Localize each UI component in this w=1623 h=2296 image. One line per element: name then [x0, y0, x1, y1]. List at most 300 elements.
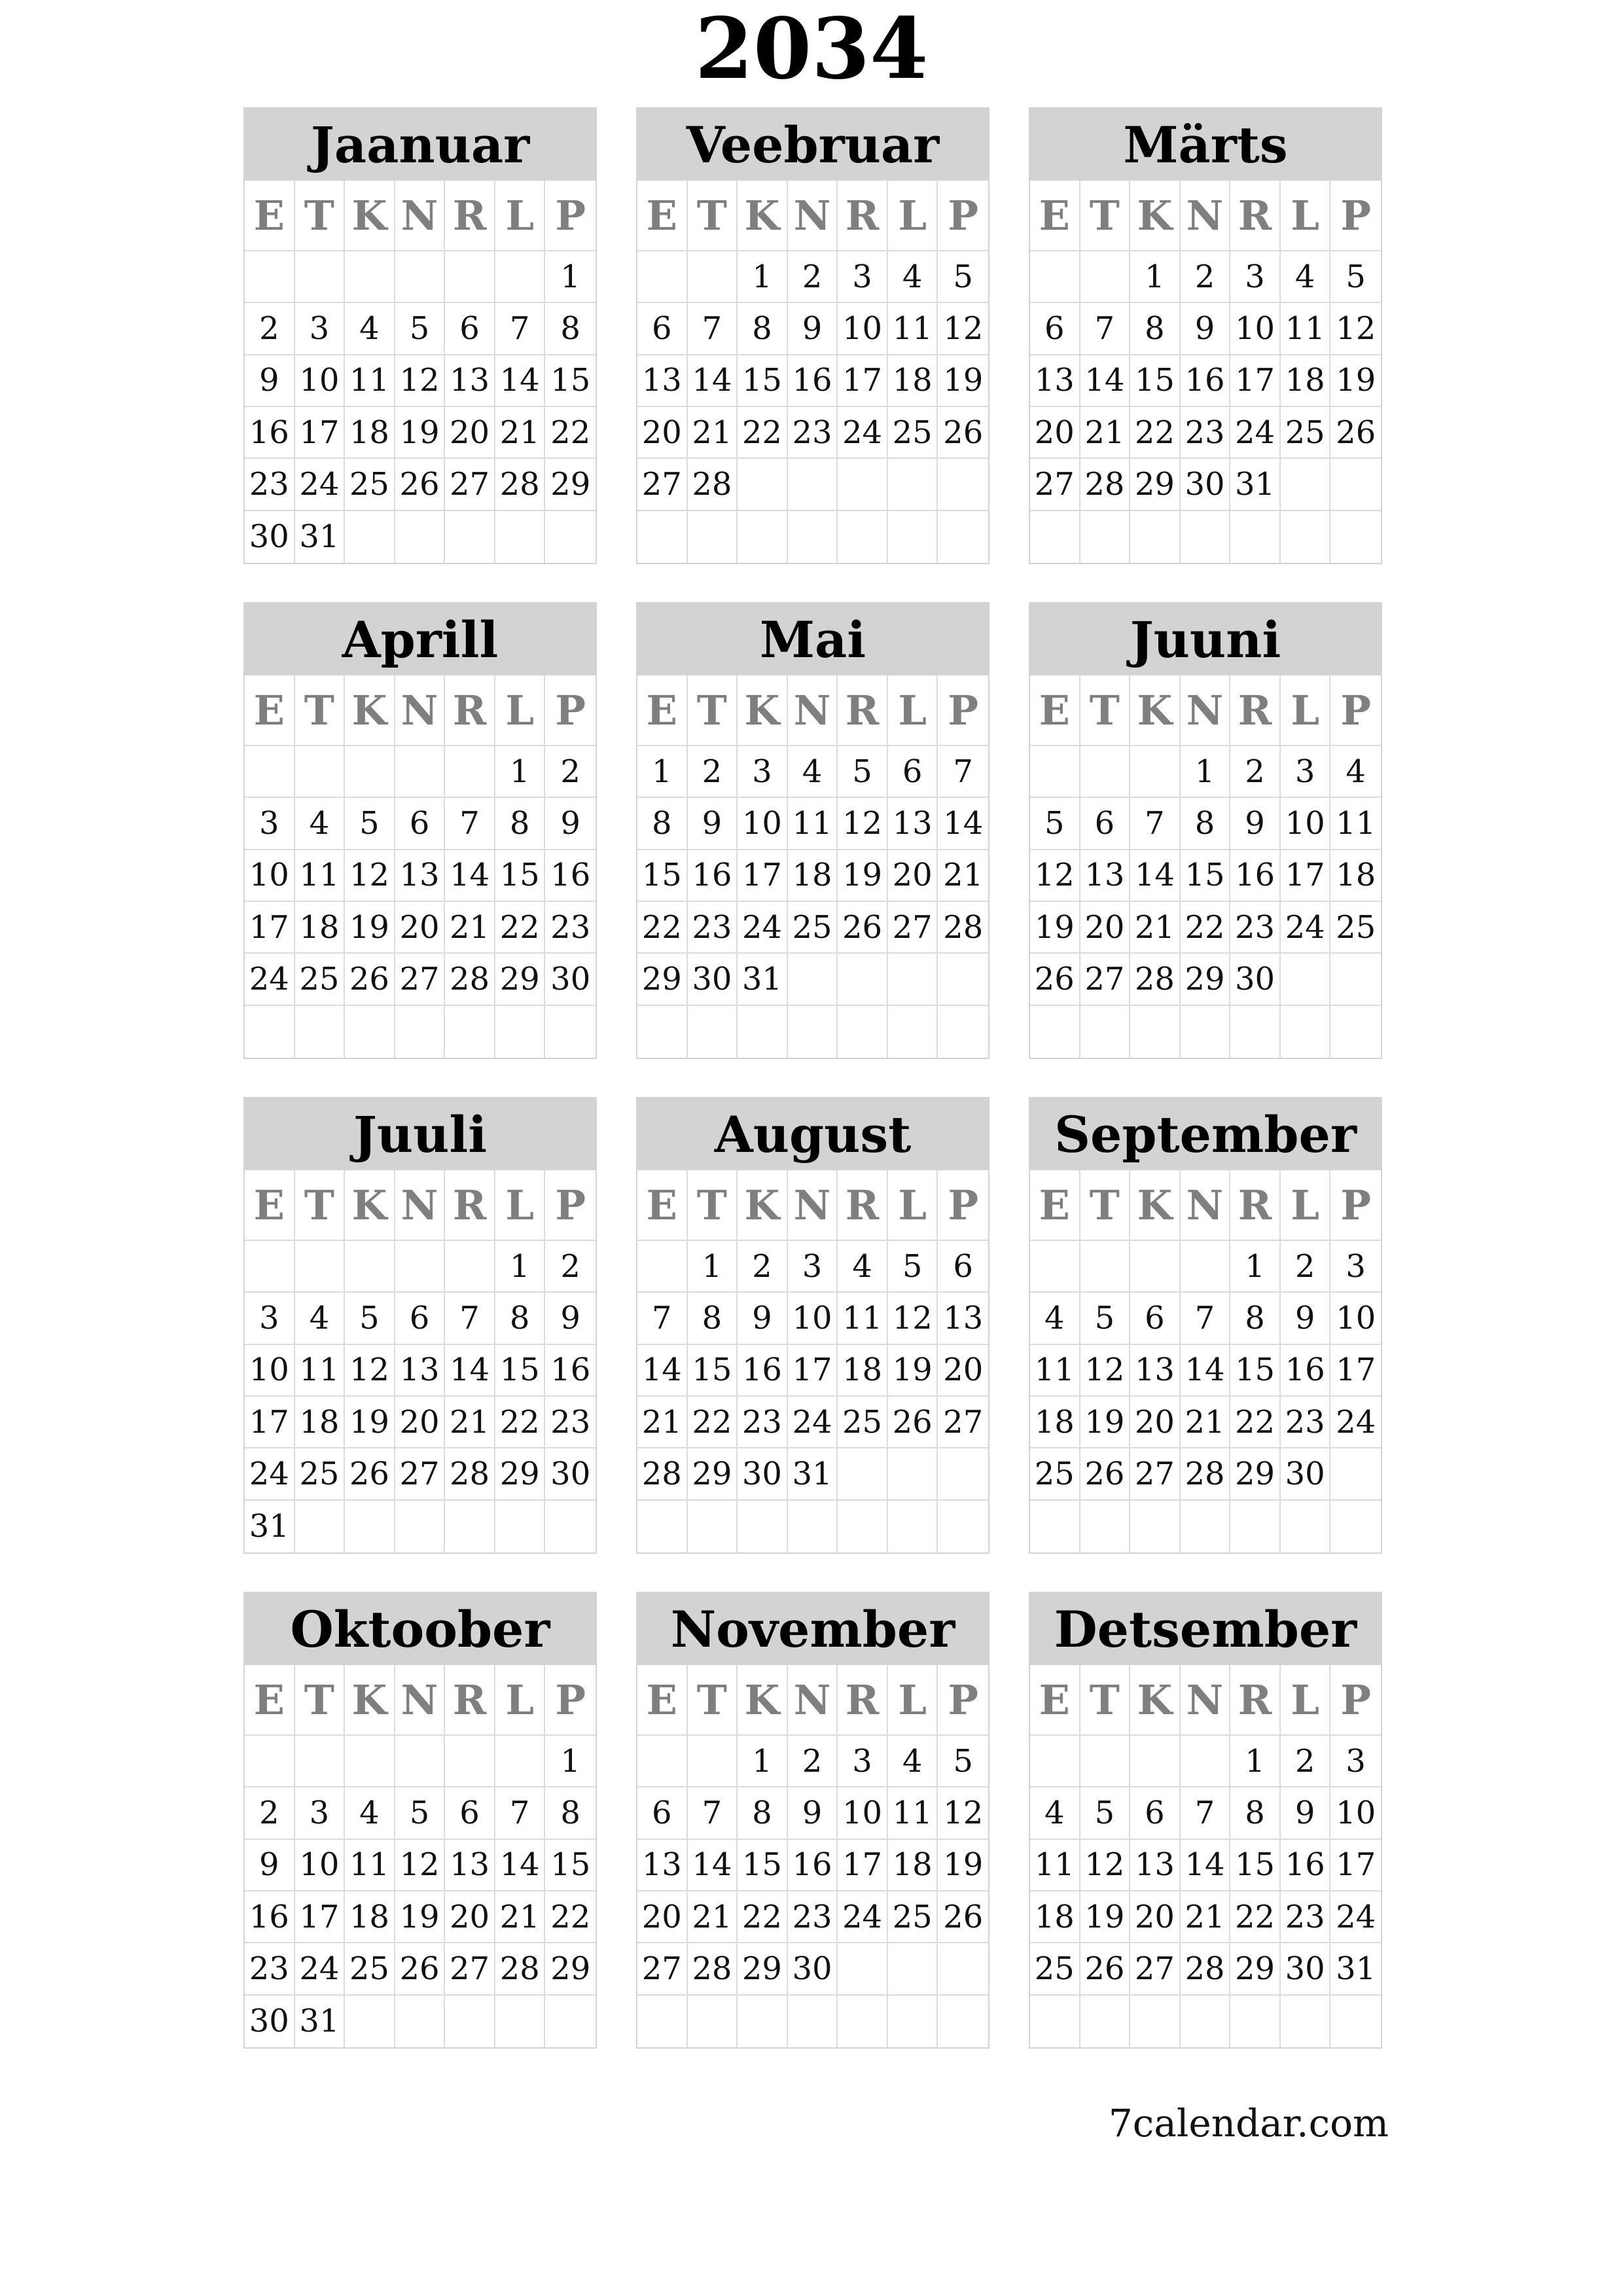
day-cell	[245, 251, 295, 303]
day-cell: 17	[788, 1345, 838, 1397]
day-cell: 16	[245, 407, 295, 459]
day-cell: 30	[1181, 459, 1231, 511]
day-cell: 10	[1330, 1787, 1381, 1839]
month-detsember	[1029, 1592, 1382, 2049]
day-cell: 22	[637, 902, 688, 954]
month-oktoober	[243, 1592, 597, 2049]
day-cell: 11	[295, 850, 346, 902]
day-cell: 26	[938, 407, 988, 459]
day-cell: 12	[1080, 1840, 1131, 1892]
day-cell: 22	[1230, 1892, 1281, 1943]
day-cell	[1281, 459, 1331, 511]
day-cell	[295, 1501, 346, 1552]
day-cell: 12	[838, 798, 888, 850]
day-cell	[688, 251, 738, 303]
month-märts	[1029, 107, 1382, 564]
day-cell: 15	[1130, 355, 1181, 407]
month-juuni	[1029, 602, 1382, 1059]
day-cell: 1	[545, 251, 596, 303]
weekday-header: N	[1181, 181, 1231, 251]
weekday-header: L	[1281, 1665, 1331, 1736]
day-cell: 15	[545, 1840, 596, 1892]
day-cell	[838, 1501, 888, 1552]
day-cell: 24	[1281, 902, 1331, 954]
day-grid	[1030, 1170, 1381, 1552]
day-cell: 8	[1230, 1787, 1281, 1839]
day-cell: 15	[738, 355, 788, 407]
weekday-header: P	[545, 675, 596, 746]
day-cell	[295, 1006, 346, 1058]
day-cell: 17	[295, 1892, 346, 1943]
day-cell: 4	[1030, 1787, 1080, 1839]
day-cell: 11	[345, 355, 395, 407]
day-cell: 14	[1130, 850, 1181, 902]
day-cell	[788, 459, 838, 511]
month-title: August	[637, 1098, 988, 1170]
day-cell: 4	[295, 798, 346, 850]
day-cell: 2	[688, 746, 738, 798]
day-cell	[545, 511, 596, 563]
day-grid	[1030, 675, 1381, 1058]
day-cell	[938, 1006, 988, 1058]
day-cell: 28	[688, 459, 738, 511]
day-cell	[938, 1943, 988, 1995]
day-cell: 6	[1130, 1293, 1181, 1344]
day-cell: 9	[1281, 1787, 1331, 1839]
day-cell	[1130, 1736, 1181, 1787]
day-cell	[1281, 1996, 1331, 2047]
day-cell: 10	[245, 1345, 295, 1397]
day-cell: 19	[888, 1345, 938, 1397]
day-cell: 7	[1080, 303, 1131, 355]
day-cell: 14	[495, 1840, 546, 1892]
day-cell: 14	[495, 355, 546, 407]
day-cell: 11	[888, 303, 938, 355]
day-cell	[1030, 1501, 1080, 1552]
day-cell: 13	[445, 355, 495, 407]
day-cell: 26	[395, 459, 446, 511]
day-cell	[495, 1006, 546, 1058]
month-title: Juuni	[1030, 603, 1381, 675]
day-cell: 27	[395, 954, 446, 1005]
day-cell: 26	[345, 954, 395, 1005]
weekday-header: N	[788, 1665, 838, 1736]
weekday-header: R	[445, 1170, 495, 1241]
weekday-header: N	[1181, 1665, 1231, 1736]
day-cell: 9	[788, 303, 838, 355]
day-grid	[637, 1665, 988, 2047]
day-cell: 27	[888, 902, 938, 954]
day-cell: 18	[345, 407, 395, 459]
day-cell	[838, 954, 888, 1005]
day-cell: 23	[1281, 1892, 1331, 1943]
day-cell	[1080, 1241, 1131, 1293]
day-cell: 25	[1030, 1448, 1080, 1500]
day-cell: 29	[495, 1448, 546, 1500]
day-cell: 8	[637, 798, 688, 850]
day-cell	[788, 1996, 838, 2047]
weekday-header: N	[788, 1170, 838, 1241]
day-cell: 21	[1130, 902, 1181, 954]
day-cell: 26	[395, 1943, 446, 1995]
day-cell: 1	[637, 746, 688, 798]
day-cell: 19	[1080, 1397, 1131, 1448]
day-cell: 20	[637, 1892, 688, 1943]
day-cell	[345, 1006, 395, 1058]
day-cell: 1	[688, 1241, 738, 1293]
day-cell: 24	[838, 1892, 888, 1943]
day-cell: 13	[395, 850, 446, 902]
month-mai	[636, 602, 990, 1059]
day-cell: 4	[1281, 251, 1331, 303]
weekday-header: T	[1080, 1665, 1131, 1736]
weekday-header: N	[788, 675, 838, 746]
day-cell: 27	[395, 1448, 446, 1500]
day-cell: 23	[1181, 407, 1231, 459]
day-cell: 18	[1330, 850, 1381, 902]
day-cell: 13	[1030, 355, 1080, 407]
day-cell	[345, 511, 395, 563]
day-cell: 2	[245, 303, 295, 355]
day-cell: 27	[637, 459, 688, 511]
day-cell: 5	[938, 1736, 988, 1787]
weekday-header: E	[245, 181, 295, 251]
weekday-header: P	[1330, 1665, 1381, 1736]
day-cell: 6	[637, 303, 688, 355]
day-cell: 15	[1230, 1345, 1281, 1397]
day-cell	[245, 746, 295, 798]
day-cell: 20	[445, 407, 495, 459]
day-cell	[295, 1241, 346, 1293]
day-cell: 12	[1330, 303, 1381, 355]
day-cell: 1	[1230, 1736, 1281, 1787]
day-cell: 2	[1281, 1736, 1331, 1787]
day-cell: 22	[1130, 407, 1181, 459]
day-cell: 16	[545, 850, 596, 902]
day-cell: 2	[1230, 746, 1281, 798]
day-cell	[245, 1006, 295, 1058]
day-cell: 7	[637, 1293, 688, 1344]
day-cell: 11	[788, 798, 838, 850]
day-cell: 7	[1181, 1293, 1231, 1344]
day-cell: 18	[838, 1345, 888, 1397]
day-cell	[938, 1996, 988, 2047]
day-cell: 10	[295, 1840, 346, 1892]
day-cell: 9	[545, 1293, 596, 1344]
day-cell: 3	[788, 1241, 838, 1293]
day-cell: 5	[345, 798, 395, 850]
day-cell	[345, 1736, 395, 1787]
day-cell	[495, 1501, 546, 1552]
day-cell	[938, 459, 988, 511]
day-cell: 24	[295, 459, 346, 511]
day-cell: 18	[295, 902, 346, 954]
day-cell	[637, 1736, 688, 1787]
weekday-header: L	[888, 1170, 938, 1241]
day-cell: 7	[1130, 798, 1181, 850]
day-cell: 9	[688, 798, 738, 850]
day-cell: 27	[1130, 1943, 1181, 1995]
day-cell: 11	[295, 1345, 346, 1397]
weekday-header: R	[1230, 181, 1281, 251]
day-cell: 18	[1030, 1397, 1080, 1448]
day-cell: 28	[637, 1448, 688, 1500]
day-cell: 10	[838, 1787, 888, 1839]
day-cell: 13	[637, 355, 688, 407]
day-cell: 28	[1181, 1448, 1231, 1500]
day-cell: 19	[838, 850, 888, 902]
day-cell: 30	[1281, 1943, 1331, 1995]
day-cell: 12	[1030, 850, 1080, 902]
day-cell: 25	[1281, 407, 1331, 459]
day-cell: 18	[1281, 355, 1331, 407]
day-cell: 30	[545, 954, 596, 1005]
day-cell	[738, 511, 788, 563]
day-cell: 4	[1030, 1293, 1080, 1344]
day-cell: 25	[1030, 1943, 1080, 1995]
day-cell: 4	[788, 746, 838, 798]
day-cell: 16	[1181, 355, 1231, 407]
day-cell: 21	[1181, 1892, 1231, 1943]
day-cell	[738, 1501, 788, 1552]
weekday-header: P	[1330, 181, 1381, 251]
day-cell	[1330, 954, 1381, 1005]
day-cell: 26	[1030, 954, 1080, 1005]
day-cell: 7	[445, 798, 495, 850]
day-cell: 29	[545, 1943, 596, 1995]
day-cell: 28	[445, 1448, 495, 1500]
month-title: November	[637, 1593, 988, 1665]
day-cell: 29	[1230, 1448, 1281, 1500]
weekday-header: K	[738, 675, 788, 746]
day-cell: 17	[838, 1840, 888, 1892]
weekday-header: K	[345, 675, 395, 746]
day-cell	[395, 511, 446, 563]
day-cell: 18	[345, 1892, 395, 1943]
day-cell	[545, 1006, 596, 1058]
day-cell: 18	[788, 850, 838, 902]
day-cell: 9	[788, 1787, 838, 1839]
day-cell	[445, 746, 495, 798]
weekday-header: P	[938, 675, 988, 746]
month-title: Märts	[1030, 109, 1381, 181]
day-cell: 6	[395, 1293, 446, 1344]
day-grid	[245, 675, 596, 1058]
weekday-header: R	[838, 1665, 888, 1736]
day-cell	[495, 251, 546, 303]
day-cell	[838, 1448, 888, 1500]
day-cell: 9	[545, 798, 596, 850]
day-cell: 11	[1030, 1345, 1080, 1397]
day-cell: 3	[1330, 1241, 1381, 1293]
day-cell: 3	[1281, 746, 1331, 798]
day-cell: 5	[1080, 1787, 1131, 1839]
day-cell	[345, 746, 395, 798]
day-cell: 22	[1230, 1397, 1281, 1448]
day-cell: 31	[295, 511, 346, 563]
weekday-header: K	[1130, 181, 1181, 251]
day-cell	[1080, 1736, 1131, 1787]
weekday-header: P	[938, 1170, 988, 1241]
day-cell	[1130, 1241, 1181, 1293]
month-september	[1029, 1097, 1382, 1554]
weekday-header: K	[1130, 1665, 1181, 1736]
day-cell	[295, 251, 346, 303]
day-cell	[1030, 1996, 1080, 2047]
day-cell: 21	[445, 902, 495, 954]
month-title: Aprill	[245, 603, 596, 675]
day-cell: 30	[245, 1996, 295, 2047]
day-cell: 6	[395, 798, 446, 850]
day-cell	[1080, 746, 1131, 798]
day-cell: 9	[1230, 798, 1281, 850]
day-cell: 10	[838, 303, 888, 355]
day-grid	[245, 1170, 596, 1552]
day-cell: 26	[1080, 1448, 1131, 1500]
day-cell	[888, 1501, 938, 1552]
day-cell	[395, 1241, 446, 1293]
day-cell: 20	[395, 1397, 446, 1448]
weekday-header: L	[888, 181, 938, 251]
weekday-header: E	[1030, 181, 1080, 251]
day-cell: 25	[838, 1397, 888, 1448]
day-cell: 26	[838, 902, 888, 954]
day-cell: 14	[445, 850, 495, 902]
day-cell: 17	[1230, 355, 1281, 407]
day-cell: 8	[1130, 303, 1181, 355]
day-cell: 29	[495, 954, 546, 1005]
day-cell: 22	[545, 407, 596, 459]
day-cell	[1330, 459, 1381, 511]
weekday-header: T	[1080, 675, 1131, 746]
day-cell: 14	[637, 1345, 688, 1397]
day-cell: 19	[395, 1892, 446, 1943]
weekday-header: P	[545, 181, 596, 251]
day-cell: 17	[1330, 1840, 1381, 1892]
day-cell: 13	[938, 1293, 988, 1344]
day-cell: 3	[838, 251, 888, 303]
day-cell: 9	[245, 355, 295, 407]
day-cell: 3	[1330, 1736, 1381, 1787]
day-cell: 20	[1030, 407, 1080, 459]
day-cell: 22	[688, 1397, 738, 1448]
day-cell	[395, 1006, 446, 1058]
weekday-header: E	[1030, 1170, 1080, 1241]
day-cell	[1330, 1448, 1381, 1500]
day-cell	[1181, 1996, 1231, 2047]
day-cell	[838, 1943, 888, 1995]
day-cell: 21	[1080, 407, 1131, 459]
day-cell: 2	[245, 1787, 295, 1839]
day-cell: 20	[1130, 1397, 1181, 1448]
day-cell: 24	[838, 407, 888, 459]
day-cell: 27	[1130, 1448, 1181, 1500]
day-cell	[1130, 746, 1181, 798]
day-cell: 8	[1181, 798, 1231, 850]
weekday-header: K	[345, 1665, 395, 1736]
day-cell: 22	[738, 407, 788, 459]
day-cell: 4	[838, 1241, 888, 1293]
weekday-header: R	[1230, 1665, 1281, 1736]
day-cell: 25	[1330, 902, 1381, 954]
day-cell: 6	[938, 1241, 988, 1293]
month-jaanuar	[243, 107, 597, 564]
weekday-header: P	[938, 1665, 988, 1736]
day-cell: 14	[688, 355, 738, 407]
day-cell: 30	[688, 954, 738, 1005]
day-cell: 12	[395, 355, 446, 407]
month-november	[636, 1592, 990, 2049]
day-cell: 1	[738, 251, 788, 303]
day-grid	[245, 1665, 596, 2047]
weekday-header: T	[688, 1170, 738, 1241]
day-grid	[637, 1170, 988, 1552]
month-title: Jaanuar	[245, 109, 596, 181]
year-title: 2034	[694, 0, 929, 98]
day-cell	[1030, 1241, 1080, 1293]
month-aprill	[243, 602, 597, 1059]
weekday-header: P	[545, 1170, 596, 1241]
day-cell: 10	[788, 1293, 838, 1344]
day-cell: 15	[637, 850, 688, 902]
day-cell: 30	[545, 1448, 596, 1500]
day-cell: 6	[1130, 1787, 1181, 1839]
day-cell: 8	[738, 303, 788, 355]
day-cell: 1	[738, 1736, 788, 1787]
day-cell: 5	[838, 746, 888, 798]
day-cell: 1	[1181, 746, 1231, 798]
day-cell: 4	[1330, 746, 1381, 798]
day-cell: 11	[888, 1787, 938, 1839]
day-cell: 15	[738, 1840, 788, 1892]
weekday-header: T	[688, 1665, 738, 1736]
day-cell: 9	[245, 1840, 295, 1892]
day-cell: 17	[1330, 1345, 1381, 1397]
day-cell: 28	[495, 1943, 546, 1995]
day-cell	[1030, 1006, 1080, 1058]
day-cell	[838, 1006, 888, 1058]
day-cell: 8	[688, 1293, 738, 1344]
day-cell	[637, 251, 688, 303]
day-cell: 22	[545, 1892, 596, 1943]
day-cell: 19	[345, 1397, 395, 1448]
day-cell: 14	[445, 1345, 495, 1397]
day-cell	[1181, 1501, 1231, 1552]
day-cell	[938, 511, 988, 563]
day-cell: 5	[395, 1787, 446, 1839]
month-title: Detsember	[1030, 1593, 1381, 1665]
day-cell	[688, 1006, 738, 1058]
day-cell: 22	[495, 1397, 546, 1448]
day-cell: 27	[445, 1943, 495, 1995]
weekday-header: E	[637, 1665, 688, 1736]
weekday-header: K	[345, 181, 395, 251]
day-cell: 28	[938, 902, 988, 954]
day-cell: 4	[888, 1736, 938, 1787]
day-cell: 25	[788, 902, 838, 954]
day-cell: 11	[1281, 303, 1331, 355]
day-cell	[788, 1006, 838, 1058]
weekday-header: L	[495, 1170, 546, 1241]
day-cell: 2	[545, 746, 596, 798]
weekday-header: R	[445, 675, 495, 746]
day-cell: 20	[1130, 1892, 1181, 1943]
day-cell: 20	[888, 850, 938, 902]
day-cell: 3	[1230, 251, 1281, 303]
day-cell	[888, 511, 938, 563]
day-cell	[1130, 1996, 1181, 2047]
day-cell: 5	[888, 1241, 938, 1293]
